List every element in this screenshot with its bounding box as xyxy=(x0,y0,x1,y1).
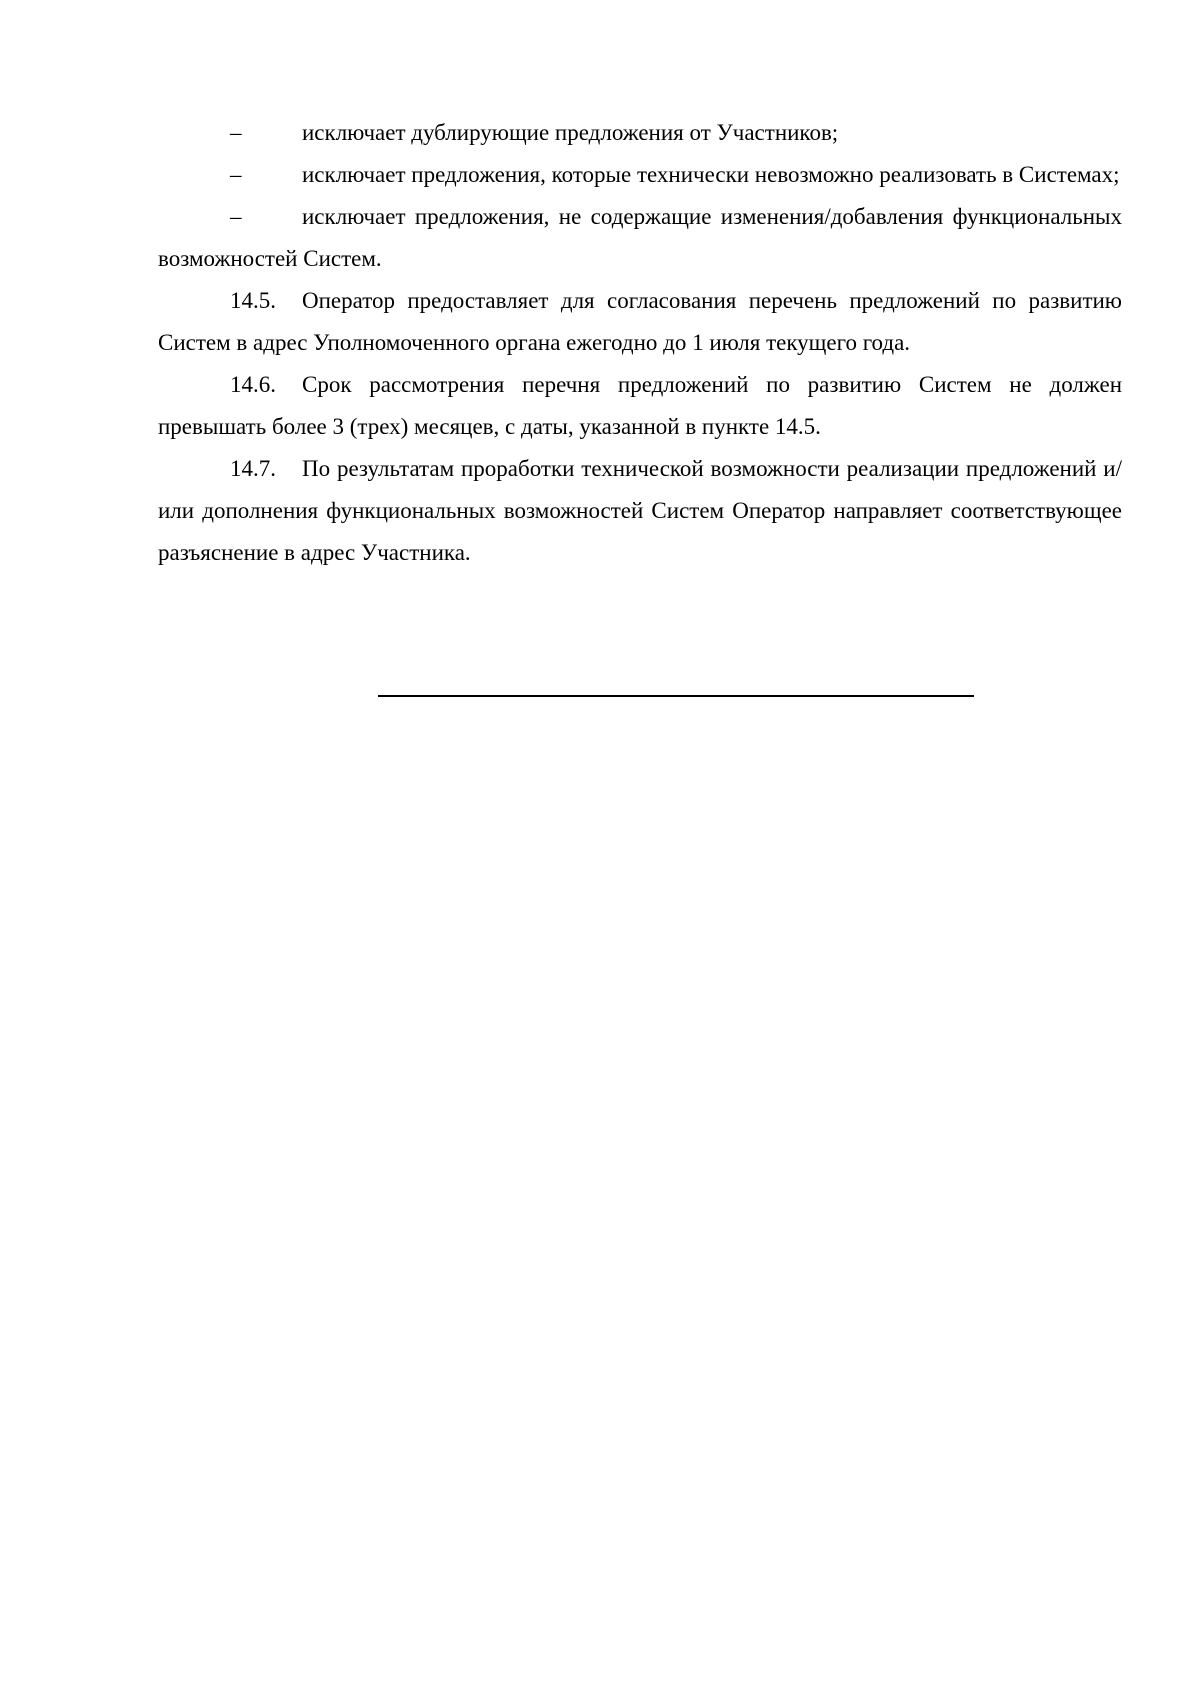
dash-marker: – xyxy=(230,162,242,187)
list-item-text: исключает предложения, которые технически невозможно реализовать в Системах; xyxy=(302,162,1120,187)
clause-number: 14.5. xyxy=(230,288,276,313)
list-item-text: исключает предложения, не содержащие изменения/добавления функциональных возможностей Систем. xyxy=(158,204,1122,271)
list-item-text: исключает дублирующие предложения от Участников; xyxy=(302,120,839,145)
list-item xyxy=(158,196,1122,280)
list-item xyxy=(158,112,1122,154)
clause-text: Оператор предоставляет для согласования перечень предложений по развитию Систем в адрес Уполномоченного органа ежегодно до 1 июля текущего года. xyxy=(158,288,1122,355)
end-of-document-rule xyxy=(378,695,974,697)
clause-14-7 xyxy=(158,448,1122,574)
clause-number: 14.7. xyxy=(230,456,276,481)
clause-text: Срок рассмотрения перечня предложений по развитию Систем не должен превышать более 3 (трех) месяцев, с даты, указанной в пункте 14.5. xyxy=(158,372,1122,439)
clause-14-6 xyxy=(158,364,1122,448)
clause-text: По результатам проработки технической возможности реализации предложений и/или дополнения функциональных возможностей Систем Оператор направляет соответствующее разъяснение в адрес Участника. xyxy=(158,456,1122,565)
document-body xyxy=(158,112,1122,574)
clause-14-5 xyxy=(158,280,1122,364)
dash-marker: – xyxy=(230,204,242,229)
list-item xyxy=(158,154,1122,196)
clause-number: 14.6. xyxy=(230,372,276,397)
dash-marker: – xyxy=(230,120,242,145)
